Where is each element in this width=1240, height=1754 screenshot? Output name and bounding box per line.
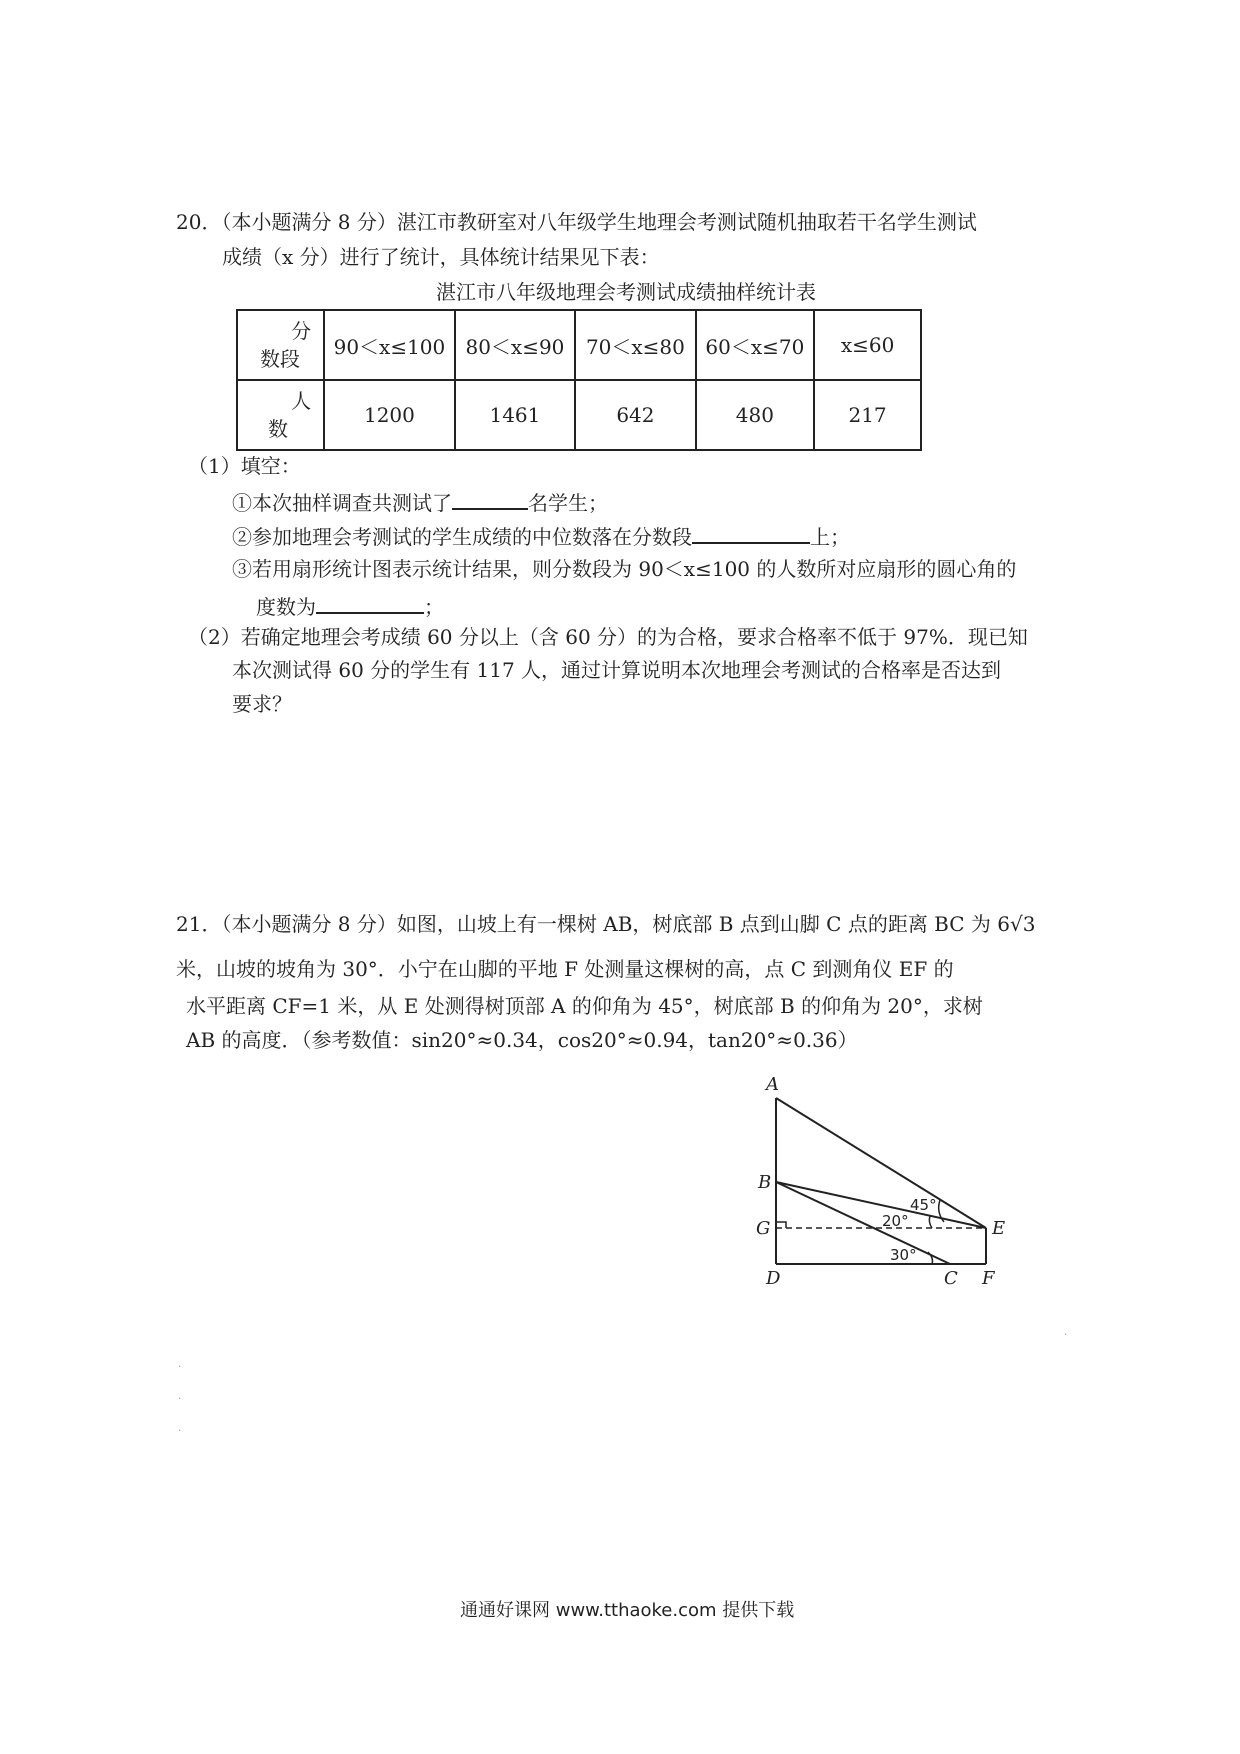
q20-line1: 20．（本小题满分 8 分）湛江市教研室对八年级学生地理会考测试随机抽取若干名学生测试 <box>176 210 977 234</box>
angle-label-20: 20° <box>882 1212 909 1230</box>
scan-dot: · <box>178 1394 182 1405</box>
q20-line2: 成绩（x 分）进行了统计，具体统计结果见下表： <box>222 245 660 269</box>
q21-line2: 米，山坡的坡角为 30°．小宁在山脚的平地 F 处测量这棵树的高，点 C 到测角仪 EF 的 <box>176 957 954 981</box>
answer-blank-3 <box>316 590 424 614</box>
angle-label-45: 45° <box>910 1196 937 1214</box>
q20-item3-line2: 度数为 ； <box>256 590 444 621</box>
range-cell: 80＜x≤90 <box>455 310 575 380</box>
scan-dot: · <box>1064 1330 1068 1341</box>
q20-item2: ②参加地理会考测试的学生成绩的中位数落在分数段 上； <box>232 520 850 551</box>
count-cell: 642 <box>575 380 695 450</box>
count-cell: 217 <box>814 380 921 450</box>
count-cell: 1461 <box>455 380 575 450</box>
q20-part1-label: （1）填空： <box>188 454 301 478</box>
geometry-figure <box>740 1070 1020 1300</box>
scan-dot: · <box>178 1362 182 1373</box>
line-BE <box>776 1182 986 1228</box>
q21-line4: AB 的高度．（参考数值：sin20°≈0.34，cos20°≈0.94，tan20°≈0.36） <box>186 1028 858 1052</box>
right-angle-mark <box>776 1222 786 1228</box>
q21-line3: 水平距离 CF=1 米，从 E 处测得树顶部 A 的仰角为 45°，树底部 B 的仰角为 20°，求树 <box>186 994 983 1018</box>
q21-line1: 21．（本小题满分 8 分）如图，山坡上有一棵树 AB，树底部 B 点到山脚 C 点的距离 BC 为 6√3 <box>176 912 1036 936</box>
range-cell: 60＜x≤70 <box>696 310 815 380</box>
answer-blank-1 <box>452 486 528 510</box>
angle-label-30: 30° <box>890 1246 917 1264</box>
line-AE <box>776 1098 986 1228</box>
scan-dot: · <box>178 1426 182 1437</box>
label-D: D <box>766 1268 781 1289</box>
page-footer: 通通好课网 www.tthaoke.com 提供下载 <box>460 1600 795 1621</box>
label-G: G <box>756 1218 771 1239</box>
table-row-ranges <box>237 310 921 380</box>
arc-30 <box>928 1252 933 1264</box>
score-table <box>236 309 922 451</box>
q20-item1: ①本次抽样调查共测试了 名学生； <box>232 486 608 517</box>
q20-part2-line3: 要求？ <box>232 692 292 716</box>
label-C: C <box>944 1268 958 1289</box>
answer-blank-2 <box>692 520 810 544</box>
arc-20 <box>929 1216 932 1228</box>
range-cell: 90＜x≤100 <box>324 310 455 380</box>
count-cell: 1200 <box>324 380 455 450</box>
range-cell: x≤60 <box>814 310 921 380</box>
label-A: A <box>766 1074 779 1095</box>
q20-table-title: 湛江市八年级地理会考测试成绩抽样统计表 <box>436 280 816 304</box>
q20-part2-line2: 本次测试得 60 分的学生有 117 人，通过计算说明本次地理会考测试的合格率是否达到 <box>232 658 1002 682</box>
label-B: B <box>758 1172 772 1193</box>
header-range: 分 数段 <box>237 310 324 380</box>
q20-item3-line1: ③若用扇形统计图表示统计结果，则分数段为 90＜x≤100 的人数所对应扇形的圆心角的 <box>232 557 1017 581</box>
line-BC <box>776 1182 950 1264</box>
label-E: E <box>992 1218 1006 1239</box>
range-cell: 70＜x≤80 <box>575 310 695 380</box>
label-F: F <box>982 1268 995 1289</box>
header-count: 人 数 <box>237 380 324 450</box>
q20-part2-line1: （2）若确定地理会考成绩 60 分以上（含 60 分）的为合格，要求合格率不低于 97%．现已知 <box>188 625 1028 649</box>
table-row-counts <box>237 380 921 450</box>
count-cell: 480 <box>696 380 815 450</box>
